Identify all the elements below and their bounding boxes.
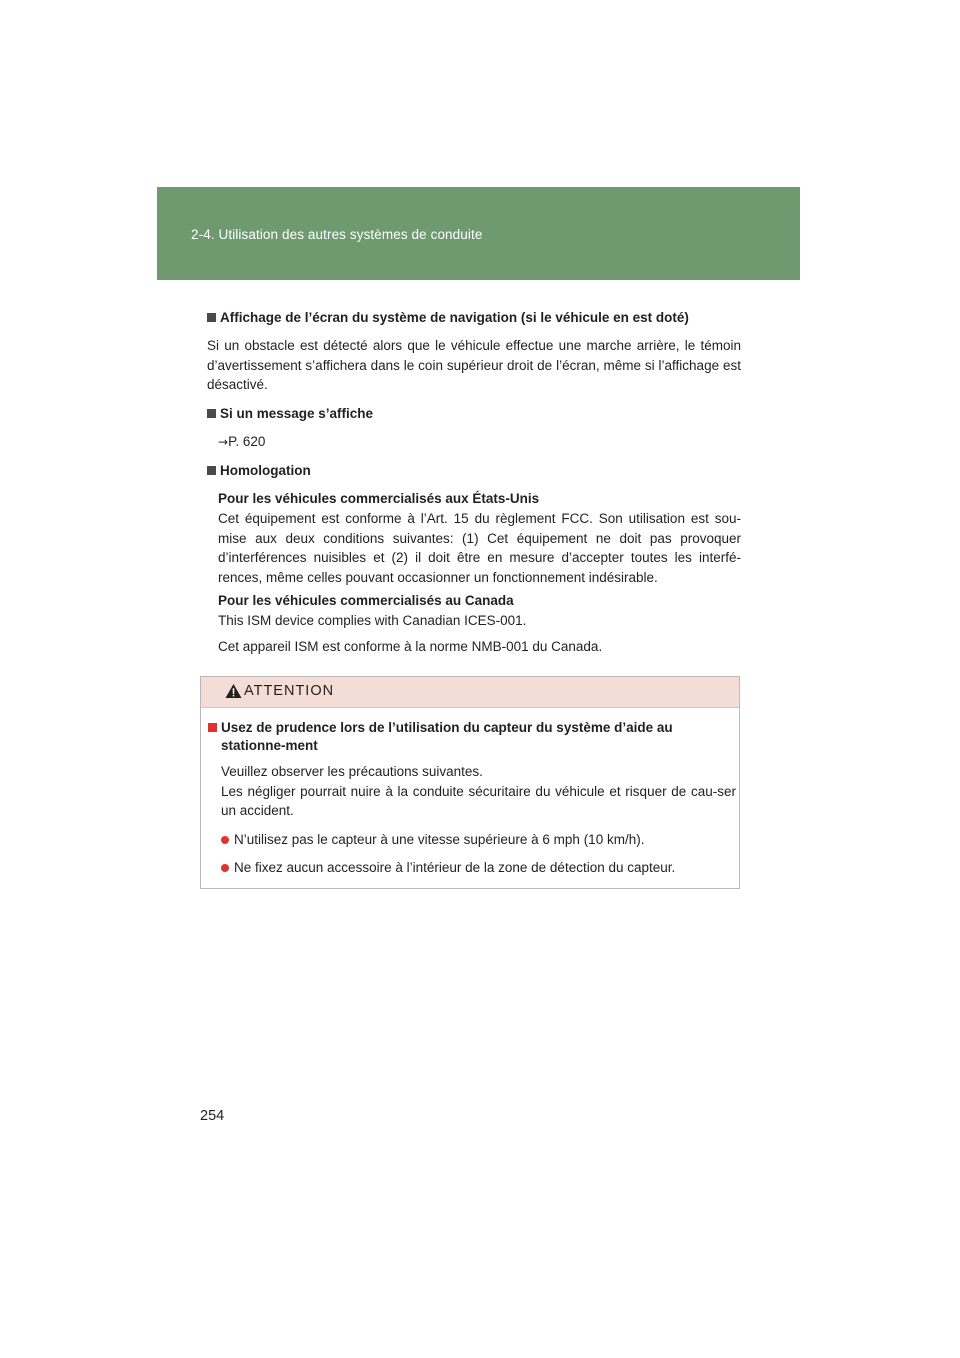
attention-bullet: Ne fixez aucun accessoire à l’intérieur de la zone de détection du capteur. — [221, 858, 736, 878]
square-bullet-icon — [207, 409, 216, 418]
text-canada-2: Cet appareil ISM est conforme à la norme NMB-001 du Canada. — [218, 638, 603, 654]
main-content — [207, 309, 741, 656]
bullet-dot-icon — [221, 836, 229, 844]
page-number: 254 — [200, 1108, 225, 1124]
bullet-dot-icon — [221, 864, 229, 872]
attention-heading: Usez de prudence lors de l’utilisation du capteur du système d’aide au stationne-ment — [208, 719, 736, 755]
section-heading-navigation: Affichage de l’écran du système de navigation (si le véhicule en est doté) — [207, 309, 741, 327]
attention-body — [208, 719, 736, 878]
subheading-usa: Pour les véhicules commercialisés aux États-Unis — [218, 491, 540, 507]
square-bullet-icon — [208, 723, 217, 732]
warning-triangle-icon — [225, 683, 242, 699]
attention-intro-2: Les négliger pourrait nuire à la conduite sécuritaire du véhicule et risquer de cau-ser un accident. — [221, 783, 736, 819]
chapter-header — [157, 187, 800, 280]
section-text-navigation: Si un obstacle est détecté alors que le véhicule effectue une marche arrière, le témoin d’avertissement s’affichera dans le coin supérieur droit de l’écran, même si l’affichage est désactivé. — [207, 338, 741, 393]
square-bullet-icon — [207, 466, 216, 475]
attention-bullet: N’utilisez pas le capteur à une vitesse supérieure à 6 mph (10 km/h). — [221, 830, 736, 850]
subheading-canada: Pour les véhicules commercialisés au Canada — [218, 593, 514, 609]
attention-title: ATTENTION — [244, 683, 335, 699]
text-canada-1: This ISM device complies with Canadian ICES-001. — [218, 612, 527, 628]
section-heading-message: Si un message s’affiche — [207, 405, 741, 423]
page-reference[interactable]: →P. 620 — [218, 433, 266, 449]
text-usa: Cet équipement est conforme à l’Art. 15 du règlement FCC. Son utilisation est sou-mise aux deux conditions suivantes: (1) Cet équipement ne doit pas provoquer d’interférences nuisibles et (2) il doit être en mesure d’accepter toutes les interfé-rences, même celles pouvant occasionner un fonctionnement indésirable. — [218, 510, 741, 585]
attention-header — [201, 677, 739, 708]
arrow-right-icon: → — [218, 434, 229, 449]
attention-intro: Veuillez observer les précautions suivantes. — [221, 764, 483, 779]
attention-box — [200, 676, 740, 889]
chapter-title: 2-4. Utilisation des autres systèmes de conduite — [191, 227, 483, 242]
square-bullet-icon — [207, 313, 216, 322]
section-heading-homologation: Homologation — [207, 462, 741, 480]
